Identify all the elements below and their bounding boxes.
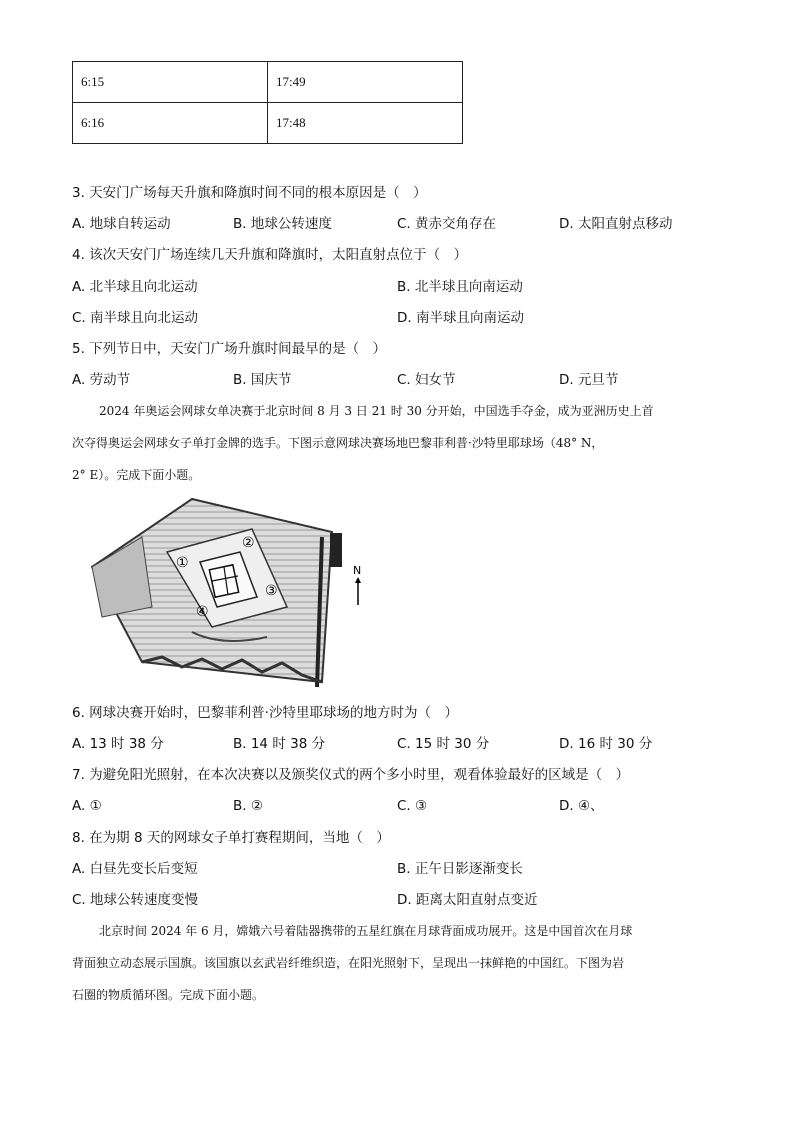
north-arrow-icon <box>353 564 361 605</box>
question-7-option-a: A. ① <box>72 798 102 814</box>
question-3-option-c: C. 黄赤交角存在 <box>397 216 497 232</box>
question-3-option-b: B. 地球公转速度 <box>233 216 332 232</box>
table-cell: 6:15 <box>73 62 268 103</box>
question-6-option-a: A. 13 时 38 分 <box>72 736 164 752</box>
table-cell: 17:49 <box>268 62 463 103</box>
passage-line: 次夺得奥运会网球女子单打金牌的选手。下图示意网球决赛场地巴黎菲利普·沙特里耶球场（48° N， <box>72 436 604 450</box>
question-5-stem: 5. 下列节日中，天安门广场升旗时间最早的是（ ） <box>72 341 387 357</box>
question-6-stem: 6. 网球决赛开始时，巴黎菲利普·沙特里耶球场的地方时为（ ） <box>72 705 458 721</box>
question-8-option-c: C. 地球公转速度变慢 <box>72 892 199 908</box>
question-8-option-a: A. 白昼先变长后变短 <box>72 861 198 877</box>
question-4-option-c: C. 南半球且向北运动 <box>72 310 199 326</box>
question-7-option-d: D. ④、 <box>559 798 604 814</box>
stadium-illustration <box>72 497 362 697</box>
table-cell: 17:48 <box>268 103 463 144</box>
question-7-option-b: B. ② <box>233 798 263 814</box>
question-8-stem: 8. 在为期 8 天的网球女子单打赛程期间，当地（ ） <box>72 830 390 846</box>
question-4-option-d: D. 南半球且向南运动 <box>397 310 524 326</box>
question-7-option-c: C. ③ <box>397 798 428 814</box>
zone-4-marker: ④ <box>196 604 209 620</box>
question-5-option-d: D. 元旦节 <box>559 372 619 388</box>
question-6-option-d: D. 16 时 30 分 <box>559 736 653 752</box>
question-8-option-d: D. 距离太阳直射点变近 <box>397 892 538 908</box>
north-label: N <box>353 564 362 577</box>
question-6-option-c: C. 15 时 30 分 <box>397 736 490 752</box>
stadium-figure <box>72 497 362 697</box>
question-7-stem: 7. 为避免阳光照射，在本次决赛以及颁奖仪式的两个多小时里，观看体验最好的区域是（ ） <box>72 767 630 783</box>
question-5-option-c: C. 妇女节 <box>397 372 456 388</box>
question-5-option-a: A. 劳动节 <box>72 372 131 388</box>
passage-line: 2° E）。完成下面小题。 <box>72 468 201 482</box>
question-3-option-d: D. 太阳直射点移动 <box>559 216 673 232</box>
flag-time-table <box>72 61 463 144</box>
zone-2-marker: ② <box>242 535 255 551</box>
question-3-option-a: A. 地球自转运动 <box>72 216 171 232</box>
question-4-stem: 4. 该次天安门广场连续几天升旗和降旗时，太阳直射点位于（ ） <box>72 247 468 263</box>
passage-line: 2024 年奥运会网球女单决赛于北京时间 8 月 3 日 21 时 30 分开始，中国选手夺金，成为亚洲历史上首 <box>99 404 654 418</box>
question-4-option-a: A. 北半球且向北运动 <box>72 279 198 295</box>
table-row <box>73 62 463 103</box>
table-row <box>73 103 463 144</box>
question-5-option-b: B. 国庆节 <box>233 372 292 388</box>
question-6-option-b: B. 14 时 38 分 <box>233 736 326 752</box>
passage-line: 石圈的物质循环图。完成下面小题。 <box>72 988 265 1002</box>
table-cell: 6:16 <box>73 103 268 144</box>
zone-1-marker: ① <box>176 555 189 571</box>
passage-line: 北京时间 2024 年 6 月，嫦娥六号着陆器携带的五星红旗在月球背面成功展开。这是中国首次在月球 <box>99 924 633 938</box>
question-8-option-b: B. 正午日影逐渐变长 <box>397 861 523 877</box>
zone-3-marker: ③ <box>265 583 278 599</box>
question-4-option-b: B. 北半球且向南运动 <box>397 279 523 295</box>
question-3-stem: 3. 天安门广场每天升旗和降旗时间不同的根本原因是（ ） <box>72 185 427 201</box>
passage-line: 背面独立动态展示国旗。该国旗以玄武岩纤维织造，在阳光照射下，呈现出一抹鲜艳的中国红。下图为岩 <box>72 956 625 970</box>
